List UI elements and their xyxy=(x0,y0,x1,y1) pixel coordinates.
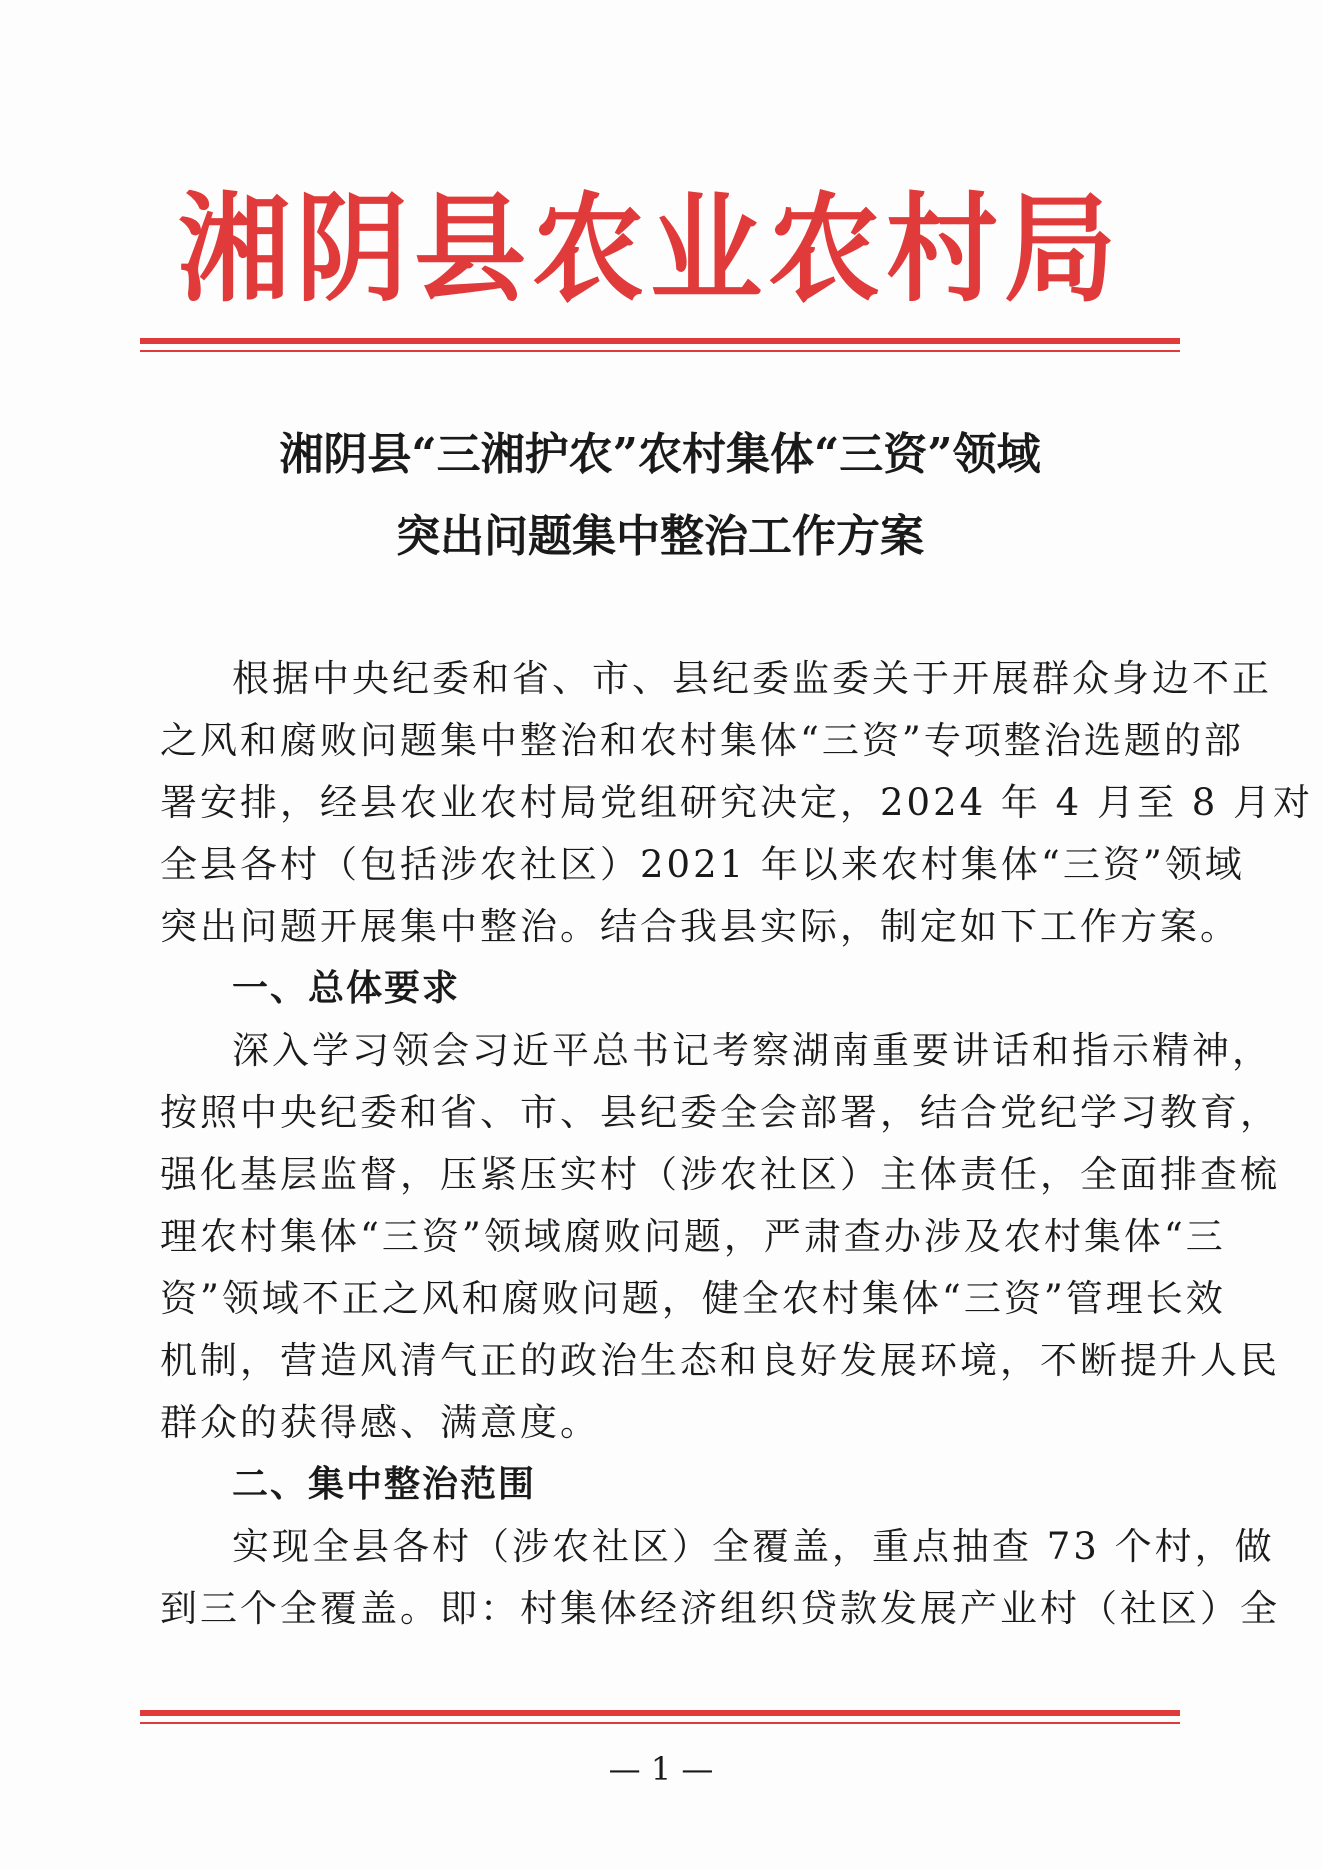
header-divider-thick xyxy=(140,338,1180,344)
section-1-line-1: 深入学习领会习近平总书记考察湖南重要讲话和指示精神， xyxy=(232,1029,1272,1072)
section-2-heading: 二、集中整治范围 xyxy=(232,1464,537,1505)
section-2-line-1: 实现全县各村（涉农社区）全覆盖，重点抽查 73 个村，做 xyxy=(232,1525,1275,1568)
intro-line-1: 根据中央纪委和省、市、县纪委监委关于开展群众身边不正 xyxy=(232,657,1272,700)
document-title-line-1: 湘阴县“三湘护农”农村集体“三资”领域 xyxy=(279,429,1041,480)
section-2-line-2: 到三个全覆盖。即：村集体经济组织贷款发展产业村（社区）全 xyxy=(160,1587,1280,1630)
intro-line-2: 之风和腐败问题集中整治和农村集体“三资”专项整治选题的部 xyxy=(160,719,1244,762)
intro-line-5: 突出问题开展集中整治。结合我县实际，制定如下工作方案。 xyxy=(160,905,1240,948)
section-1-line-3: 强化基层监督，压紧压实村（涉农社区）主体责任，全面排查梳 xyxy=(160,1153,1280,1196)
section-1-line-5: 资”领域不正之风和腐败问题，健全农村集体“三资”管理长效 xyxy=(160,1277,1226,1320)
agency-header-title: 湘阴县农业农村局 xyxy=(178,181,1122,319)
footer-divider-thick xyxy=(140,1710,1180,1716)
footer-divider-thin xyxy=(140,1722,1180,1724)
section-1-line-2: 按照中央纪委和省、市、县纪委全会部署，结合党纪学习教育， xyxy=(160,1091,1280,1134)
section-1-heading: 一、总体要求 xyxy=(232,968,461,1009)
header-divider-thin xyxy=(140,350,1180,352)
section-1-line-7: 群众的获得感、满意度。 xyxy=(160,1401,600,1444)
intro-line-4: 全县各村（包括涉农社区）2021 年以来农村集体“三资”领域 xyxy=(160,843,1245,886)
section-1-line-4: 理农村集体“三资”领域腐败问题，严肃查办涉及农村集体“三 xyxy=(160,1215,1226,1258)
intro-line-3: 署安排，经县农业农村局党组研究决定，2024 年 4 月至 8 月对 xyxy=(160,781,1314,824)
page-number: — 1 — xyxy=(608,1750,714,1788)
document-title-line-2: 突出问题集中整治工作方案 xyxy=(396,511,924,562)
section-1-line-6: 机制，营造风清气正的政治生态和良好发展环境，不断提升人民 xyxy=(160,1339,1280,1382)
